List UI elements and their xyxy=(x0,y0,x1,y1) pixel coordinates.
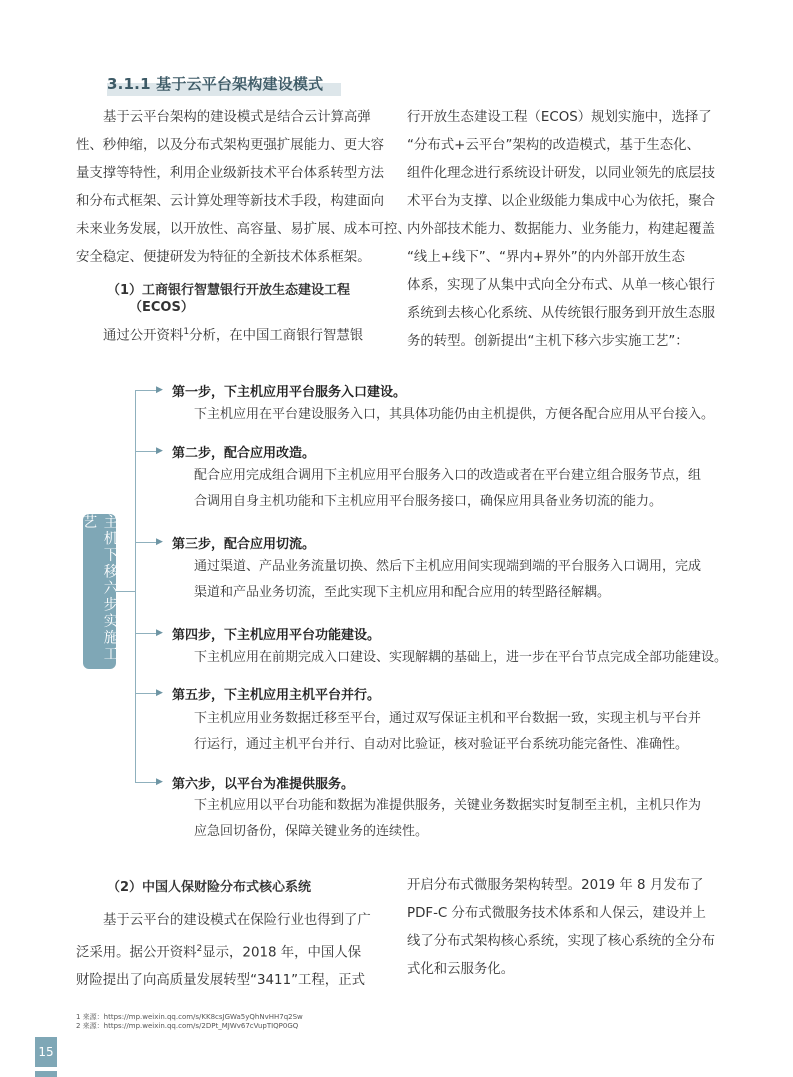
text-fragment: 显示，2018 年，中国人保 xyxy=(202,945,362,961)
subsection-1-title xyxy=(107,282,350,316)
text-line: “分布式+云平台”架构的改造模式，基于生态化、 xyxy=(407,138,700,153)
subsection-1-paragraph xyxy=(103,318,363,350)
step-body-line: 合调用自身主机功能和下主机应用平台服务接口，确保应用具备业务切流的能力。 xyxy=(194,494,663,509)
step-title: 第二步，配合应用改造。 xyxy=(172,446,316,461)
text-line: 务的转型。创新提出“主机下移六步实施工艺”： xyxy=(407,334,689,349)
step-body xyxy=(194,402,714,428)
text-line: 内外部技术能力、数据能力、业务能力，构建起覆盖 xyxy=(407,222,715,237)
text-line: 系统到去核心化系统、从传统银行服务到开放生态服 xyxy=(407,306,715,321)
section-heading-block xyxy=(107,73,323,94)
left-intro-paragraph xyxy=(76,104,411,272)
arrow-icon: ▶ xyxy=(156,628,163,638)
step-body xyxy=(194,793,701,845)
step-title: 第一步，下主机应用平台服务入口建设。 xyxy=(172,385,407,400)
connector-line xyxy=(116,591,135,592)
step-body xyxy=(194,645,727,671)
text-line: 财险提出了向高质量发展转型“3411”工程，正式 xyxy=(76,973,365,989)
text-line xyxy=(76,935,384,967)
footnote-2: 2 来源：https://mp.weixin.qq.com/s/2DPt_MJWv67cVupTIQP0GQ xyxy=(76,1022,299,1030)
arrow-icon: ▶ xyxy=(156,777,163,787)
step-body xyxy=(194,554,701,606)
text-line: 和分布式框架、云计算处理等新技术手段，构建面向 xyxy=(76,194,384,209)
subsection-2-paragraph xyxy=(76,907,384,995)
text-fragment: 分析，在中国工商银行智慧银 xyxy=(189,328,364,344)
step-body-line: 下主机应用业务数据迁移至平台，通过双写保证主机和平台数据一致，实现主机与平台并 xyxy=(194,711,702,726)
section-heading: 3.1.1 基于云平台架构建设模式 xyxy=(107,75,324,93)
text-line: 基于云平台的建设模式在保险行业也得到了广 xyxy=(103,913,371,928)
right-column-paragraph xyxy=(407,104,719,356)
step-body-line: 通过渠道、产品业务流量切换、然后下主机应用间实现端到端的平台服务入口调用，完成 xyxy=(194,559,702,574)
subsection-1-title-line1: （1）工商银行智慧银行开放生态建设工程 xyxy=(107,283,351,298)
text-line: 式化和云服务化。 xyxy=(407,962,515,977)
text-line: “线上+线下”、“界内+界外”的内外部开放生态 xyxy=(407,250,685,265)
step-body xyxy=(194,463,701,515)
text-line: PDF-C 分布式微服务技术体系和人保云，建设并上 xyxy=(407,906,706,921)
footnote-ref-1: 1 xyxy=(183,327,190,337)
text-line: 未来业务发展，以开放性、高容量、易扩展、成本可控、 xyxy=(76,222,411,237)
page-number-bar xyxy=(35,1071,57,1077)
arrow-icon: ▶ xyxy=(156,537,163,547)
text-line: 开启分布式微服务架构转型。2019 年 8 月发布了 xyxy=(407,878,704,893)
step-body-line: 应急回切备份，保障关键业务的连续性。 xyxy=(194,824,429,839)
arrow-icon: ▶ xyxy=(156,688,163,698)
step-body xyxy=(194,706,701,758)
arrow-icon: ▶ xyxy=(156,385,163,395)
page-number: 15 xyxy=(35,1037,57,1067)
step-body-line: 下主机应用在前期完成入口建设、实现解耦的基础上，进一步在平台节点完成全部功能建设。 xyxy=(194,650,728,665)
process-label: 主机下移六步实施工艺 xyxy=(80,514,118,663)
step-body-line: 下主机应用在平台建设服务入口，其具体功能仍由主机提供，方便各配合应用从平台接入。 xyxy=(194,407,715,422)
text-line: 基于云平台架构的建设模式是结合云计算高弹 xyxy=(103,110,371,125)
step-title: 第五步，下主机应用主机平台并行。 xyxy=(172,688,381,703)
step-title: 第四步，下主机应用平台功能建设。 xyxy=(172,628,381,643)
text-line: 线了分布式架构核心系统，实现了核心系统的全分布 xyxy=(407,934,715,949)
text-line: 性、秒伸缩，以及分布式架构更强扩展能力、更大容 xyxy=(76,138,384,153)
step-body-line: 下主机应用以平台功能和数据为准提供服务，关键业务数据实时复制至主机，主机只作为 xyxy=(194,798,702,813)
step-body-line: 行运行，通过主机平台并行、自动对比验证，核对验证平台系统功能完备性、准确性。 xyxy=(194,737,689,752)
footnote-ref-2: 2 xyxy=(196,944,203,954)
subsection-2-title: （2）中国人保财险分布式核心系统 xyxy=(107,880,312,895)
vertical-connector xyxy=(135,390,136,782)
arrow-icon: ▶ xyxy=(156,446,163,456)
step-title: 第三步，配合应用切流。 xyxy=(172,537,316,552)
text-line: 体系，实现了从集中式向全分布式、从单一核心银行 xyxy=(407,278,715,293)
step-body-line: 配合应用完成组合调用下主机应用平台服务入口的改造或者在平台建立组合服务节点，组 xyxy=(194,468,702,483)
text-line: 术平台为支撑、以企业级能力集成中心为依托，聚合 xyxy=(407,194,715,209)
bottom-right-paragraph xyxy=(407,872,719,984)
step-body-line: 渠道和产品业务切流，至此实现下主机应用和配合应用的转型路径解耦。 xyxy=(194,585,611,600)
text-line: 组件化理念进行系统设计研发，以同业领先的底层技 xyxy=(407,166,715,181)
text-fragment: 泛采用。据公开资料 xyxy=(76,945,197,961)
footnotes xyxy=(76,1013,303,1031)
text-line: 安全稳定、便捷研发为特征的全新技术体系框架。 xyxy=(76,250,371,265)
process-label-box xyxy=(80,514,118,669)
step-title: 第六步，以平台为准提供服务。 xyxy=(172,777,355,792)
footnote-1: 1 来源：https://mp.weixin.qq.com/s/KK8csJGWa5yQhNvHH7q2Sw xyxy=(76,1013,303,1021)
text-line: 量支撑等特性，利用企业级新技术平台体系转型方法 xyxy=(76,166,384,181)
text-line: 行开放生态建设工程（ECOS）规划实施中，选择了 xyxy=(407,110,712,125)
subsection-1-title-line2: （ECOS） xyxy=(129,300,194,315)
text-fragment: 通过公开资料 xyxy=(103,328,184,344)
